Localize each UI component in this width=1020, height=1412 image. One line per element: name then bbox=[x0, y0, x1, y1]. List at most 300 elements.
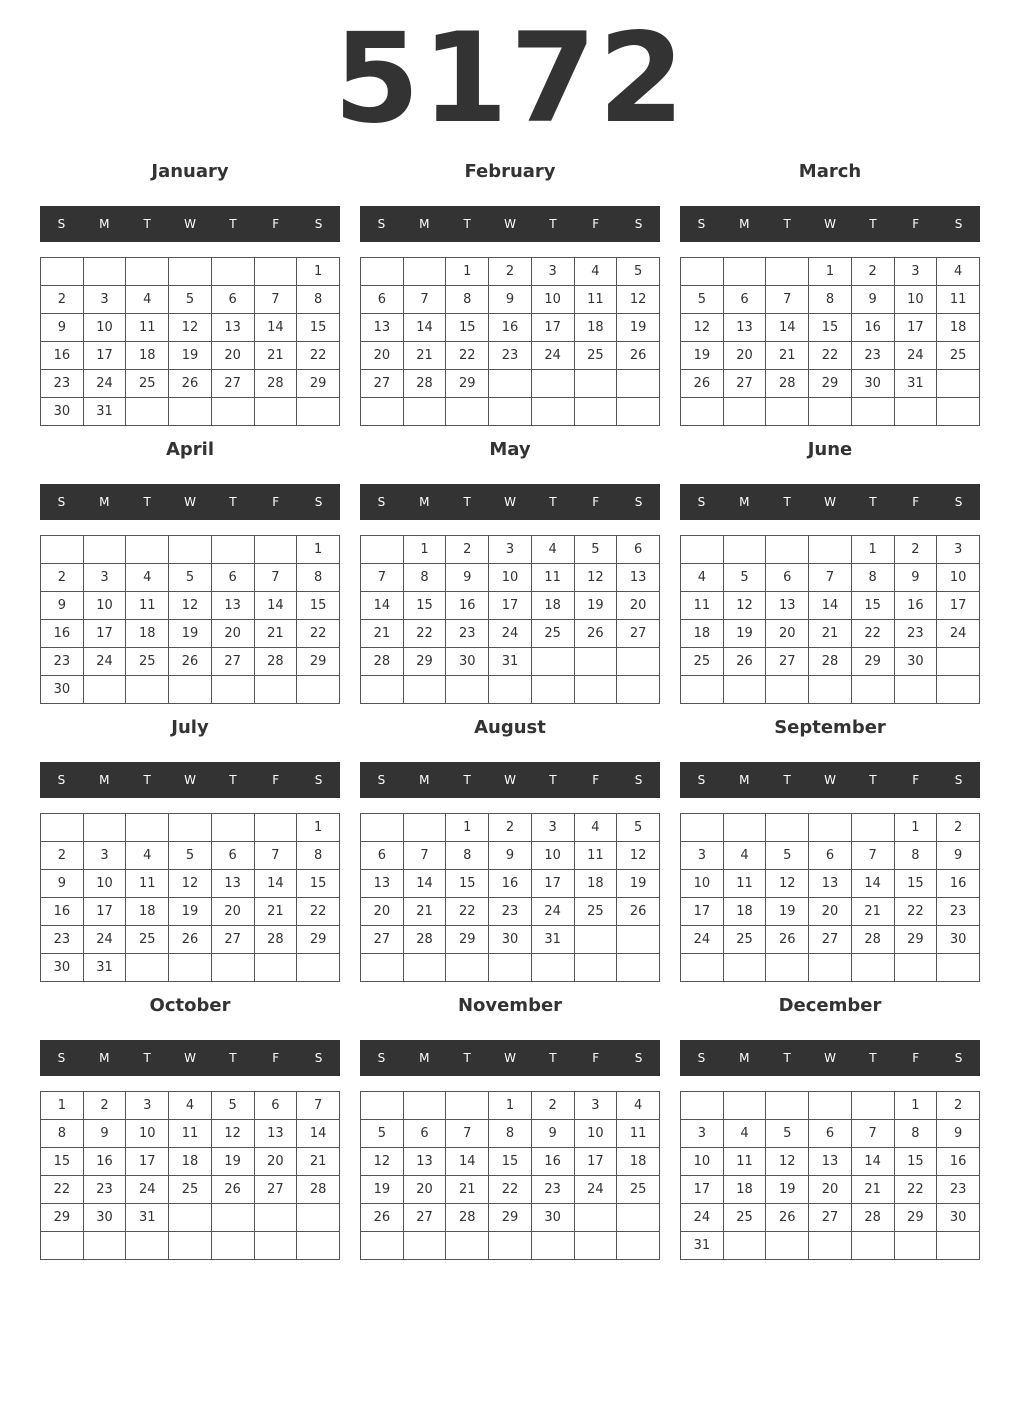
day-cell bbox=[766, 258, 809, 286]
day-cell: 10 bbox=[83, 870, 126, 898]
week-row bbox=[41, 1176, 340, 1204]
week-row bbox=[681, 898, 980, 926]
weekday-label: T bbox=[549, 495, 557, 509]
month-title: August bbox=[474, 717, 546, 738]
day-cell bbox=[681, 814, 724, 842]
day-cell: 22 bbox=[894, 1176, 937, 1204]
weekday-label: W bbox=[824, 495, 836, 509]
day-cell: 7 bbox=[809, 564, 852, 592]
day-cell: 21 bbox=[851, 898, 894, 926]
day-cell bbox=[574, 1232, 617, 1260]
weekday-label: M bbox=[99, 495, 110, 509]
day-cell: 8 bbox=[851, 564, 894, 592]
weekday-label: F bbox=[592, 773, 600, 787]
week-row bbox=[361, 870, 660, 898]
day-cell: 16 bbox=[937, 1148, 980, 1176]
day-cell: 14 bbox=[403, 870, 446, 898]
day-grid bbox=[40, 1091, 340, 1260]
month-title: January bbox=[151, 161, 229, 182]
weekday-label: T bbox=[783, 217, 791, 231]
day-cell: 26 bbox=[766, 1204, 809, 1232]
day-cell: 1 bbox=[809, 258, 852, 286]
day-cell bbox=[809, 814, 852, 842]
day-cell bbox=[617, 926, 660, 954]
day-cell: 20 bbox=[254, 1148, 297, 1176]
day-cell: 22 bbox=[809, 342, 852, 370]
day-cell bbox=[851, 398, 894, 426]
weekday-label: F bbox=[272, 495, 280, 509]
day-cell: 13 bbox=[809, 870, 852, 898]
day-cell bbox=[937, 676, 980, 704]
day-cell bbox=[809, 398, 852, 426]
day-cell: 7 bbox=[766, 286, 809, 314]
day-cell bbox=[126, 814, 169, 842]
day-cell: 26 bbox=[574, 620, 617, 648]
week-row bbox=[41, 1204, 340, 1232]
weekday-label: W bbox=[184, 495, 196, 509]
day-cell: 19 bbox=[361, 1176, 404, 1204]
day-cell: 15 bbox=[851, 592, 894, 620]
weekday-label: W bbox=[824, 773, 836, 787]
week-row bbox=[41, 1232, 340, 1260]
day-cell: 30 bbox=[41, 954, 84, 982]
day-cell: 5 bbox=[723, 564, 766, 592]
day-cell: 6 bbox=[617, 536, 660, 564]
day-cell: 29 bbox=[894, 926, 937, 954]
day-cell: 12 bbox=[361, 1148, 404, 1176]
day-cell: 9 bbox=[894, 564, 937, 592]
day-cell bbox=[851, 1092, 894, 1120]
day-cell: 25 bbox=[723, 926, 766, 954]
day-cell: 1 bbox=[403, 536, 446, 564]
day-cell: 9 bbox=[531, 1120, 574, 1148]
day-cell: 18 bbox=[126, 342, 169, 370]
day-cell bbox=[254, 536, 297, 564]
week-row bbox=[41, 258, 340, 286]
day-cell: 22 bbox=[403, 620, 446, 648]
day-cell: 3 bbox=[126, 1092, 169, 1120]
day-cell: 7 bbox=[403, 286, 446, 314]
day-cell bbox=[126, 258, 169, 286]
day-cell: 5 bbox=[766, 1120, 809, 1148]
day-cell: 22 bbox=[446, 898, 489, 926]
weekday-label: S bbox=[377, 217, 386, 231]
day-cell: 29 bbox=[851, 648, 894, 676]
day-cell: 25 bbox=[126, 648, 169, 676]
day-cell bbox=[531, 1232, 574, 1260]
weekday-header bbox=[40, 484, 340, 520]
month-title: December bbox=[778, 995, 882, 1016]
day-cell: 28 bbox=[403, 370, 446, 398]
day-cell: 24 bbox=[574, 1176, 617, 1204]
day-cell: 24 bbox=[894, 342, 937, 370]
day-cell: 15 bbox=[297, 870, 340, 898]
day-cell: 30 bbox=[531, 1204, 574, 1232]
week-row bbox=[361, 592, 660, 620]
day-cell bbox=[681, 676, 724, 704]
weekday-header bbox=[360, 484, 660, 520]
day-cell: 5 bbox=[766, 842, 809, 870]
day-cell: 9 bbox=[446, 564, 489, 592]
day-cell: 14 bbox=[446, 1148, 489, 1176]
day-cell bbox=[361, 676, 404, 704]
week-row bbox=[361, 564, 660, 592]
day-cell bbox=[446, 1232, 489, 1260]
day-cell: 6 bbox=[809, 842, 852, 870]
week-row bbox=[681, 314, 980, 342]
day-cell: 16 bbox=[41, 898, 84, 926]
day-cell bbox=[169, 954, 212, 982]
week-row bbox=[681, 842, 980, 870]
day-cell: 21 bbox=[297, 1148, 340, 1176]
day-cell: 24 bbox=[126, 1176, 169, 1204]
weekday-header bbox=[680, 206, 980, 242]
month-november bbox=[360, 990, 660, 1225]
week-row bbox=[361, 286, 660, 314]
day-cell: 14 bbox=[766, 314, 809, 342]
day-cell: 21 bbox=[254, 342, 297, 370]
weekday-label: S bbox=[314, 773, 323, 787]
day-cell: 6 bbox=[211, 286, 254, 314]
day-cell bbox=[361, 258, 404, 286]
day-cell: 10 bbox=[574, 1120, 617, 1148]
day-cell bbox=[617, 648, 660, 676]
day-cell: 4 bbox=[723, 1120, 766, 1148]
day-cell: 27 bbox=[809, 1204, 852, 1232]
day-cell: 27 bbox=[361, 370, 404, 398]
day-cell bbox=[297, 398, 340, 426]
month-title: July bbox=[171, 717, 209, 738]
day-cell bbox=[681, 536, 724, 564]
day-cell: 28 bbox=[254, 926, 297, 954]
day-cell: 12 bbox=[211, 1120, 254, 1148]
day-cell: 28 bbox=[297, 1176, 340, 1204]
weekday-label: F bbox=[272, 773, 280, 787]
day-cell: 7 bbox=[297, 1092, 340, 1120]
day-cell bbox=[489, 398, 532, 426]
day-cell: 17 bbox=[126, 1148, 169, 1176]
day-cell: 19 bbox=[574, 592, 617, 620]
weekday-label: S bbox=[57, 1051, 66, 1065]
week-row bbox=[681, 536, 980, 564]
weekday-label: F bbox=[592, 217, 600, 231]
day-cell: 11 bbox=[126, 592, 169, 620]
day-cell: 4 bbox=[126, 286, 169, 314]
day-cell: 5 bbox=[169, 564, 212, 592]
day-cell: 26 bbox=[361, 1204, 404, 1232]
day-cell: 26 bbox=[169, 370, 212, 398]
day-cell bbox=[297, 1232, 340, 1260]
day-cell bbox=[766, 954, 809, 982]
day-cell: 8 bbox=[297, 286, 340, 314]
day-cell: 17 bbox=[531, 870, 574, 898]
week-row bbox=[361, 342, 660, 370]
day-cell: 11 bbox=[937, 286, 980, 314]
day-cell: 21 bbox=[446, 1176, 489, 1204]
week-row bbox=[361, 954, 660, 982]
day-cell: 4 bbox=[574, 258, 617, 286]
day-cell: 6 bbox=[254, 1092, 297, 1120]
day-cell: 5 bbox=[617, 814, 660, 842]
weekday-label: S bbox=[314, 217, 323, 231]
week-row bbox=[361, 314, 660, 342]
weekday-label: T bbox=[869, 217, 877, 231]
day-cell: 17 bbox=[531, 314, 574, 342]
day-cell: 28 bbox=[851, 1204, 894, 1232]
day-cell: 23 bbox=[937, 1176, 980, 1204]
month-august bbox=[360, 712, 660, 947]
day-cell: 28 bbox=[851, 926, 894, 954]
day-cell: 25 bbox=[681, 648, 724, 676]
day-cell: 11 bbox=[723, 870, 766, 898]
day-cell bbox=[766, 536, 809, 564]
weekday-label: F bbox=[912, 217, 920, 231]
day-cell bbox=[809, 1232, 852, 1260]
day-cell bbox=[297, 954, 340, 982]
day-cell: 18 bbox=[126, 620, 169, 648]
day-cell bbox=[723, 1092, 766, 1120]
month-october bbox=[40, 990, 340, 1225]
day-cell bbox=[446, 1092, 489, 1120]
day-cell bbox=[617, 1204, 660, 1232]
day-cell: 16 bbox=[41, 620, 84, 648]
day-cell bbox=[361, 398, 404, 426]
week-row bbox=[681, 954, 980, 982]
month-title: February bbox=[464, 161, 556, 182]
day-cell: 3 bbox=[83, 564, 126, 592]
day-cell bbox=[83, 814, 126, 842]
weekday-label: S bbox=[954, 1051, 963, 1065]
month-title: October bbox=[149, 995, 231, 1016]
day-cell: 5 bbox=[211, 1092, 254, 1120]
day-cell bbox=[894, 954, 937, 982]
day-cell: 27 bbox=[617, 620, 660, 648]
weekday-label: T bbox=[549, 217, 557, 231]
week-row bbox=[361, 370, 660, 398]
weekday-label: S bbox=[697, 217, 706, 231]
day-cell: 24 bbox=[937, 620, 980, 648]
day-cell bbox=[297, 1204, 340, 1232]
day-cell bbox=[126, 398, 169, 426]
weekday-label: S bbox=[634, 495, 643, 509]
day-cell: 25 bbox=[126, 926, 169, 954]
weekday-label: T bbox=[229, 1051, 237, 1065]
week-row bbox=[41, 370, 340, 398]
day-cell bbox=[211, 1232, 254, 1260]
weekday-label: S bbox=[57, 495, 66, 509]
day-cell: 31 bbox=[83, 954, 126, 982]
day-cell bbox=[211, 814, 254, 842]
day-cell bbox=[617, 398, 660, 426]
day-cell: 20 bbox=[809, 1176, 852, 1204]
day-cell: 2 bbox=[489, 258, 532, 286]
weekday-label: S bbox=[954, 773, 963, 787]
day-cell: 23 bbox=[937, 898, 980, 926]
day-cell: 29 bbox=[41, 1204, 84, 1232]
day-cell bbox=[531, 370, 574, 398]
day-cell bbox=[531, 648, 574, 676]
day-cell: 2 bbox=[489, 814, 532, 842]
day-cell: 13 bbox=[254, 1120, 297, 1148]
weekday-label: S bbox=[697, 773, 706, 787]
day-cell: 9 bbox=[937, 1120, 980, 1148]
day-cell: 21 bbox=[403, 898, 446, 926]
day-cell bbox=[126, 954, 169, 982]
week-row bbox=[41, 676, 340, 704]
day-cell: 15 bbox=[894, 1148, 937, 1176]
day-cell: 21 bbox=[403, 342, 446, 370]
week-row bbox=[41, 286, 340, 314]
day-cell: 4 bbox=[169, 1092, 212, 1120]
day-cell: 18 bbox=[531, 592, 574, 620]
day-cell bbox=[681, 1092, 724, 1120]
weekday-label: S bbox=[697, 495, 706, 509]
weekday-label: S bbox=[634, 217, 643, 231]
day-cell: 14 bbox=[297, 1120, 340, 1148]
weekday-label: T bbox=[143, 773, 151, 787]
day-cell bbox=[446, 954, 489, 982]
day-cell: 17 bbox=[83, 898, 126, 926]
weekday-label: T bbox=[463, 1051, 471, 1065]
day-cell: 17 bbox=[937, 592, 980, 620]
day-cell: 23 bbox=[446, 620, 489, 648]
day-cell: 6 bbox=[361, 842, 404, 870]
day-cell: 13 bbox=[723, 314, 766, 342]
day-cell: 6 bbox=[809, 1120, 852, 1148]
month-may bbox=[360, 434, 660, 669]
day-cell: 9 bbox=[41, 870, 84, 898]
day-cell: 12 bbox=[169, 592, 212, 620]
week-row bbox=[681, 1148, 980, 1176]
day-cell: 1 bbox=[41, 1092, 84, 1120]
day-cell: 3 bbox=[937, 536, 980, 564]
day-cell: 30 bbox=[937, 926, 980, 954]
day-cell: 9 bbox=[851, 286, 894, 314]
weekday-label: S bbox=[954, 217, 963, 231]
weekday-label: M bbox=[419, 773, 430, 787]
week-row bbox=[681, 1092, 980, 1120]
day-cell bbox=[403, 258, 446, 286]
week-row bbox=[361, 842, 660, 870]
day-cell: 30 bbox=[851, 370, 894, 398]
day-cell bbox=[41, 536, 84, 564]
day-cell bbox=[41, 814, 84, 842]
day-cell: 4 bbox=[617, 1092, 660, 1120]
day-cell: 12 bbox=[723, 592, 766, 620]
day-cell: 28 bbox=[446, 1204, 489, 1232]
day-cell: 4 bbox=[723, 842, 766, 870]
day-cell: 18 bbox=[681, 620, 724, 648]
day-cell bbox=[574, 1204, 617, 1232]
day-cell bbox=[809, 536, 852, 564]
day-cell bbox=[169, 676, 212, 704]
day-cell: 27 bbox=[211, 648, 254, 676]
day-cell: 8 bbox=[489, 1120, 532, 1148]
weekday-label: S bbox=[377, 773, 386, 787]
day-cell: 30 bbox=[937, 1204, 980, 1232]
day-cell bbox=[766, 814, 809, 842]
week-row bbox=[361, 648, 660, 676]
day-cell: 29 bbox=[446, 926, 489, 954]
week-row bbox=[41, 954, 340, 982]
day-cell: 20 bbox=[211, 620, 254, 648]
weekday-label: T bbox=[869, 1051, 877, 1065]
week-row bbox=[41, 1092, 340, 1120]
day-cell: 6 bbox=[361, 286, 404, 314]
week-row bbox=[361, 926, 660, 954]
day-cell bbox=[211, 536, 254, 564]
weekday-label: M bbox=[419, 1051, 430, 1065]
week-row bbox=[361, 536, 660, 564]
day-grid bbox=[680, 257, 980, 426]
day-cell: 2 bbox=[937, 1092, 980, 1120]
weekday-label: S bbox=[314, 1051, 323, 1065]
day-cell: 23 bbox=[851, 342, 894, 370]
day-cell: 30 bbox=[41, 676, 84, 704]
day-cell: 30 bbox=[489, 926, 532, 954]
day-cell: 27 bbox=[809, 926, 852, 954]
weekday-label: F bbox=[912, 495, 920, 509]
day-cell bbox=[403, 954, 446, 982]
week-row bbox=[41, 898, 340, 926]
day-cell: 21 bbox=[766, 342, 809, 370]
day-cell: 7 bbox=[361, 564, 404, 592]
day-grid bbox=[360, 535, 660, 704]
week-row bbox=[681, 258, 980, 286]
day-cell: 22 bbox=[41, 1176, 84, 1204]
day-cell: 5 bbox=[681, 286, 724, 314]
day-cell bbox=[83, 258, 126, 286]
day-cell: 24 bbox=[531, 342, 574, 370]
week-row bbox=[681, 398, 980, 426]
day-cell: 4 bbox=[126, 842, 169, 870]
day-cell: 27 bbox=[211, 926, 254, 954]
day-cell bbox=[169, 398, 212, 426]
day-cell: 5 bbox=[574, 536, 617, 564]
day-cell: 28 bbox=[254, 370, 297, 398]
day-cell: 13 bbox=[403, 1148, 446, 1176]
day-cell: 27 bbox=[361, 926, 404, 954]
day-cell: 19 bbox=[723, 620, 766, 648]
day-cell bbox=[617, 954, 660, 982]
day-cell: 24 bbox=[83, 648, 126, 676]
day-cell: 22 bbox=[446, 342, 489, 370]
day-cell bbox=[489, 954, 532, 982]
day-cell: 9 bbox=[41, 592, 84, 620]
weekday-label: F bbox=[272, 217, 280, 231]
day-cell: 31 bbox=[126, 1204, 169, 1232]
day-cell: 11 bbox=[617, 1120, 660, 1148]
day-cell: 6 bbox=[211, 842, 254, 870]
day-cell bbox=[254, 676, 297, 704]
week-row bbox=[681, 926, 980, 954]
day-cell: 17 bbox=[894, 314, 937, 342]
week-row bbox=[41, 926, 340, 954]
day-cell bbox=[254, 814, 297, 842]
day-cell: 18 bbox=[126, 898, 169, 926]
day-cell bbox=[254, 1232, 297, 1260]
week-row bbox=[681, 592, 980, 620]
day-cell bbox=[723, 1232, 766, 1260]
day-cell: 9 bbox=[489, 842, 532, 870]
day-cell: 2 bbox=[446, 536, 489, 564]
day-cell: 23 bbox=[41, 926, 84, 954]
weekday-header bbox=[360, 206, 660, 242]
day-cell: 31 bbox=[83, 398, 126, 426]
weekday-label: T bbox=[229, 495, 237, 509]
day-cell bbox=[851, 814, 894, 842]
day-cell: 29 bbox=[894, 1204, 937, 1232]
